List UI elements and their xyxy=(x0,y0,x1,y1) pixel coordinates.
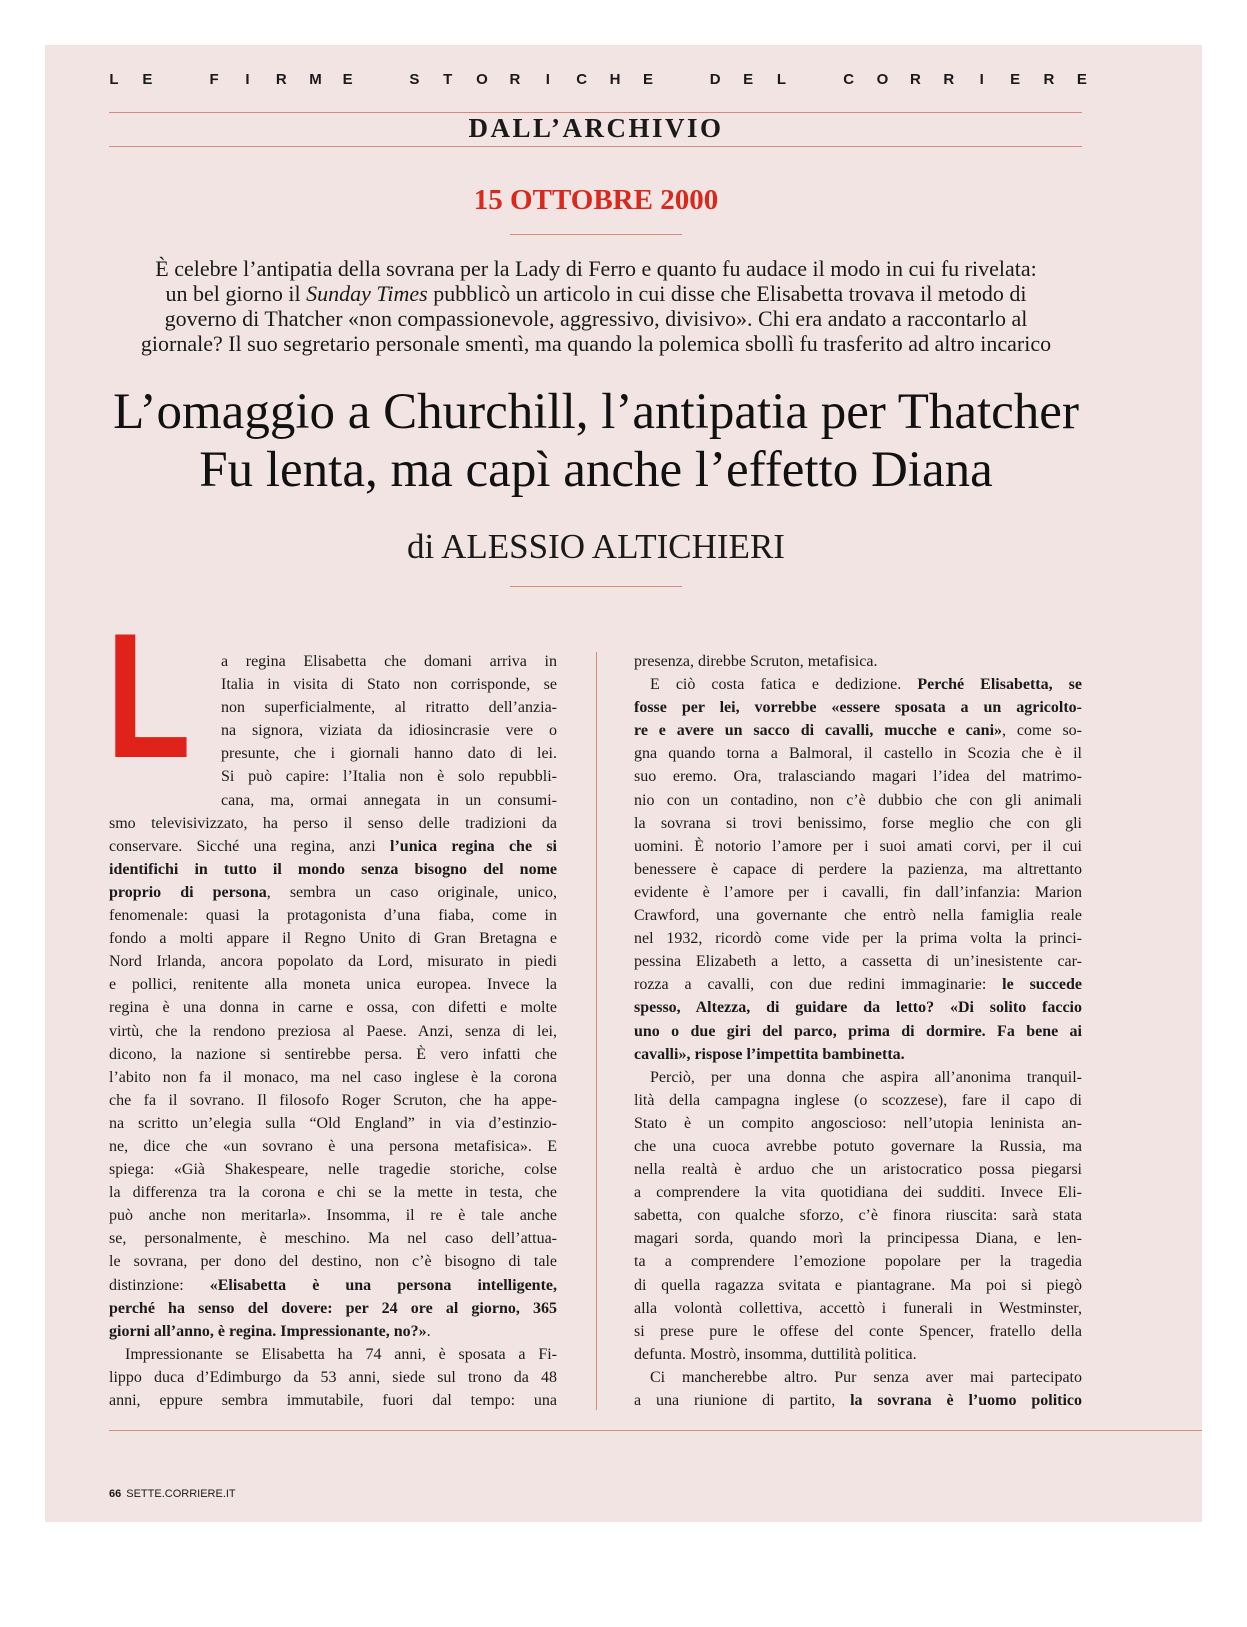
text-line xyxy=(109,1158,557,1181)
newspaper-name: Sunday Times xyxy=(306,281,428,306)
text-line xyxy=(634,881,1082,904)
text-line xyxy=(109,742,557,765)
body-text: le sovrana, per dono del destino, non c’è bisogno di tale xyxy=(109,1253,557,1271)
text-line xyxy=(634,1135,1082,1158)
text-line xyxy=(634,1297,1082,1320)
text-line xyxy=(109,765,557,788)
text-line xyxy=(634,1250,1082,1273)
body-text: può anche non meritarla». Insomma, il re è tale anche xyxy=(109,1207,557,1225)
body-text: na scritto un’elegia sulla “Old England” in via d’estinzio- xyxy=(109,1114,557,1132)
column-divider xyxy=(596,652,597,1410)
kicker-letter: E xyxy=(643,71,654,88)
body-text: lippo duca d’Edimburgo da 53 anni, siede sul trono da 48 xyxy=(109,1368,557,1386)
body-text: Impressionante se Elisabetta ha 74 anni, è sposata a Fi- xyxy=(125,1345,557,1363)
body-text: ne, dice che «un sovrano è una persona metafisica». E xyxy=(109,1137,557,1155)
text-line xyxy=(634,1112,1082,1135)
body-text: E ciò costa fatica e dedizione. xyxy=(650,676,918,694)
body-text: cana, ma, ormai annegata in un consumi- xyxy=(221,791,557,809)
text-line xyxy=(634,1320,1082,1343)
body-text: na signora, viziata da idiosincrasie vere o xyxy=(221,722,557,740)
body-text: a comprendere la vita quotidiana dei sudditi. Invece Eli- xyxy=(634,1184,1082,1202)
body-text: Nord Irlanda, ancora popolato da Lord, misurato in piedi xyxy=(109,953,557,971)
text-line xyxy=(109,673,557,696)
text-line xyxy=(109,858,557,881)
header-rule-bottom xyxy=(109,146,1082,147)
text-line xyxy=(109,950,557,973)
body-text: Crawford, una governante che entrò nella famiglia reale xyxy=(634,907,1082,925)
body-text: non superficialmente, al ritratto dell’anzia- xyxy=(221,699,557,717)
body-text: se, personalmente, è meschino. Ma nel caso dell’attua- xyxy=(109,1230,557,1248)
body-text: , sembra un caso originale, unico, xyxy=(266,883,557,901)
bold-text: le succede xyxy=(1002,976,1082,994)
body-text: a regina Elisabetta che domani arriva in xyxy=(221,653,557,670)
text-line xyxy=(109,1112,557,1135)
text-line xyxy=(109,1297,557,1320)
text-line xyxy=(634,1227,1082,1250)
body-text: . xyxy=(426,1322,431,1340)
body-text: alla volontà collettiva, accettò i funerali in Westminster, xyxy=(634,1299,1082,1317)
body-text: Stato è un compito angoscioso: nell’utopia leninista an- xyxy=(634,1114,1082,1132)
bold-text: perché ha senso del dovere: per 24 ore al giorno, 365 xyxy=(109,1299,557,1317)
body-text: si prese pure le offese del conte Spencer, fratello della xyxy=(634,1322,1082,1340)
text-line xyxy=(109,719,557,742)
body-text: e pollici, renitente alla moneta unica europea. Invece la xyxy=(109,976,557,994)
byline-rule xyxy=(510,586,682,587)
page-footer xyxy=(109,1488,236,1500)
body-text: Italia in visita di Stato non corrisponde, se xyxy=(221,676,557,694)
kicker-letter: R xyxy=(509,71,521,88)
kicker-letter xyxy=(676,71,686,88)
body-text: conservare. Sicché una regina, anzi xyxy=(109,837,391,855)
body-column-left xyxy=(109,650,557,1412)
text-line xyxy=(634,996,1082,1019)
body-text: uomini. È notorio l’amore per i suoi amati corvi, per il cui xyxy=(634,837,1082,855)
body-text: rozza a cavalli, con due redini immaginarie: xyxy=(634,976,1003,994)
body-text: nella realtà è arduo che un aristocratico possa piegarsi xyxy=(634,1161,1082,1179)
body-text: lità della campagna inglese (o scozzese), fare il capo di xyxy=(634,1091,1082,1109)
kicker-letter: O xyxy=(876,71,889,88)
kicker-letter xyxy=(176,71,186,88)
kicker-letter: E xyxy=(1076,71,1087,88)
bold-text: proprio di persona xyxy=(109,883,267,901)
text-line xyxy=(109,1181,557,1204)
body-text: che fa il sovrano. Il filosofo Roger Scruton, che ha appe- xyxy=(109,1091,557,1109)
body-text: smo televisivizzato, ha perso il senso delle tradizioni da xyxy=(109,814,557,832)
kicker-letter: R xyxy=(275,71,287,88)
text-line xyxy=(109,1066,557,1089)
summary-line: governo di Thatcher «non compassionevole, aggressivo, divisivo». Chi era andato a raccontarlo al xyxy=(164,306,1028,331)
body-text: nel 1932, ricordò come vide per la prima volta la princi- xyxy=(634,930,1082,948)
summary-text: un bel giorno il xyxy=(165,281,307,306)
archive-date: 15 OTTOBRE 2000 xyxy=(473,184,719,216)
text-line xyxy=(634,1204,1082,1227)
kicker-letter: L xyxy=(109,71,119,88)
body-text: sabetta, con qualche sforzo, c’è finora riuscita: sarà stata xyxy=(634,1207,1082,1225)
kicker-letter: F xyxy=(209,71,219,88)
body-text: defunta. Mostrò, insomma, duttilità politica. xyxy=(634,1345,917,1363)
text-line xyxy=(634,696,1082,719)
text-line xyxy=(109,973,557,996)
text-line xyxy=(109,812,557,835)
summary-line xyxy=(80,281,1112,306)
text-line xyxy=(634,789,1082,812)
body-text: l’abito non fa il monaco, ma nel caso inglese è la corona xyxy=(109,1068,557,1086)
text-line xyxy=(109,789,557,812)
body-text: presunte, che i giornali hanno dato di lei. xyxy=(221,745,557,763)
text-line xyxy=(634,927,1082,950)
body-text: anni, eppure sembra immutabile, fuori dal tempo: una xyxy=(109,1392,557,1409)
text-line xyxy=(634,673,1082,696)
series-kicker xyxy=(109,71,1087,88)
kicker-letter: I xyxy=(545,71,550,88)
kicker-letter: D xyxy=(709,71,721,88)
bold-text: cavalli», rispose l’impettita bambinetta. xyxy=(634,1045,905,1063)
bold-text: spesso, Altezza, di guidare da letto? «Di solito faccio xyxy=(634,999,1082,1017)
body-text: fenomenale: quasi la protagonista d’una fiaba, come in xyxy=(109,907,557,925)
kicker-letter: I xyxy=(245,71,250,88)
text-line xyxy=(634,742,1082,765)
text-line xyxy=(109,1135,557,1158)
text-line xyxy=(634,812,1082,835)
kicker-letter: E xyxy=(1010,71,1021,88)
summary-line: È celebre l’antipatia della sovrana per la Lady di Ferro e quanto fu audace il modo in cui fu rivelata: xyxy=(155,256,1037,281)
body-text: Si può capire: l’Italia non è solo repubbli- xyxy=(221,768,557,786)
kicker-letter: C xyxy=(843,71,855,88)
article-headline xyxy=(40,383,1152,499)
bold-text: re e avere un sacco di cavalli, mucche e cani» xyxy=(634,722,1003,740)
section-title: DALL’ARCHIVIO xyxy=(468,113,724,143)
body-text: la differenza tra la corona e chi se la mette in testa, che xyxy=(109,1184,557,1202)
kicker-letter xyxy=(810,71,820,88)
text-line xyxy=(634,1020,1082,1043)
body-text: distinzione: xyxy=(109,1276,210,1294)
kicker-letter: S xyxy=(409,71,420,88)
text-line xyxy=(109,1089,557,1112)
text-line xyxy=(109,1366,557,1389)
bold-text: la sovrana è l’uomo politico xyxy=(850,1392,1082,1409)
text-line xyxy=(634,1043,1082,1066)
text-line xyxy=(634,650,1082,673)
text-line xyxy=(634,904,1082,927)
kicker-letter: E xyxy=(342,71,353,88)
body-text: pessina Elizabeth a letto, a cassetta di un’inesistente car- xyxy=(634,953,1082,971)
kicker-letter: C xyxy=(576,71,588,88)
body-text: a una riunione di partito, xyxy=(634,1392,851,1409)
kicker-letter: R xyxy=(1043,71,1055,88)
body-text: nio con un contadino, non c’è dubbio che con gli animali xyxy=(634,791,1082,809)
site-name: SETTE.CORRIERE.IT xyxy=(126,1488,236,1500)
body-text: benessere è capace di perdere la pazienza, ma altrettanto xyxy=(634,860,1082,878)
body-text: la sovrana si trovi benissimo, forse meglio che con gli xyxy=(634,814,1082,832)
headline-line: Fu lenta, ma capì anche l’effetto Diana xyxy=(199,442,993,498)
text-line xyxy=(109,1227,557,1250)
kicker-letter: R xyxy=(943,71,955,88)
text-line xyxy=(634,1274,1082,1297)
text-line xyxy=(634,950,1082,973)
text-line xyxy=(109,881,557,904)
kicker-letter: H xyxy=(609,71,621,88)
text-line xyxy=(109,1343,557,1366)
text-line xyxy=(634,1089,1082,1112)
kicker-letter: E xyxy=(142,71,153,88)
page-number: 66 xyxy=(109,1488,122,1500)
text-line xyxy=(109,1274,557,1297)
body-text: Perciò, per una donna che aspira all’anonima tranquil- xyxy=(650,1068,1082,1086)
kicker-letter: R xyxy=(910,71,921,88)
text-line xyxy=(109,1204,557,1227)
bold-text: fosse per lei, vorrebbe «essere sposata a un agricolto- xyxy=(634,699,1082,717)
article-summary xyxy=(80,256,1112,356)
text-line xyxy=(634,1389,1082,1412)
body-text: dicono, la nazione si sentirebbe persa. È vero infatti che xyxy=(109,1045,557,1063)
bold-text: «Elisabetta è una persona intelligente, xyxy=(209,1276,557,1294)
body-text: che una cuoca avrebbe potuto governare la Russia, ma xyxy=(634,1137,1082,1155)
text-line xyxy=(634,719,1082,742)
bold-text: giorni all’anno, è regina. Impressionante, no?» xyxy=(109,1322,427,1340)
bold-text: l’unica regina che si xyxy=(390,837,557,855)
kicker-letter: E xyxy=(743,71,754,88)
body-text: regina è una donna in carne e ossa, con difetti e molte xyxy=(109,999,557,1017)
drop-cap: L xyxy=(106,596,191,795)
kicker-letter: I xyxy=(979,71,984,88)
text-line xyxy=(109,1389,557,1412)
body-text: , come so- xyxy=(1002,722,1082,740)
date-rule xyxy=(510,234,682,235)
bold-text: uno o due giri del parco, prima di dormire. Fa bene ai xyxy=(634,1022,1082,1040)
text-line xyxy=(109,996,557,1019)
text-line xyxy=(109,696,557,719)
text-line xyxy=(109,835,557,858)
body-text: magari sorda, quando morì la principessa Diana, e len- xyxy=(634,1230,1082,1248)
text-line xyxy=(634,1181,1082,1204)
text-line xyxy=(634,973,1082,996)
kicker-letter: O xyxy=(476,71,488,88)
text-line xyxy=(109,904,557,927)
text-line xyxy=(109,1020,557,1043)
text-line xyxy=(634,1066,1082,1089)
footer-rule xyxy=(109,1430,1202,1431)
body-text: di quella ragazza svitata e piantagrane. Ma poi si piegò xyxy=(634,1276,1082,1294)
body-text: spiega: «Già Shakespeare, nelle tragedie storiche, colse xyxy=(109,1161,557,1179)
text-line xyxy=(109,1320,557,1343)
body-text: virtù, che la rendono preziosa al Paese. Anzi, senza di lei, xyxy=(109,1022,557,1040)
text-line xyxy=(634,1366,1082,1389)
text-line xyxy=(109,927,557,950)
summary-text: pubblicò un articolo in cui disse che Elisabetta trovava il metodo di xyxy=(427,281,1027,306)
text-line xyxy=(634,765,1082,788)
headline-line: L’omaggio a Churchill, l’antipatia per Thatcher xyxy=(113,384,1079,440)
text-line xyxy=(109,650,557,673)
text-line xyxy=(109,1043,557,1066)
bold-text: Perché Elisabetta, se xyxy=(917,676,1082,694)
body-text: evidente è l’amore per i cavalli, fin dall’infanzia: Marion xyxy=(634,883,1082,901)
body-text: gna quando torna a Balmoral, il castello in Scozia che è il xyxy=(634,745,1082,763)
bold-text: identifichi in tutto il mondo senza bisogno del nome xyxy=(109,860,557,878)
kicker-letter xyxy=(376,71,386,88)
kicker-letter: L xyxy=(776,71,787,88)
text-line xyxy=(109,1250,557,1273)
summary-line: giornale? Il suo segretario personale smentì, ma quando la polemica sbollì fu trasferito ad altro incarico xyxy=(140,331,1052,356)
body-text: ta a comprendere l’emozione popolare per la tragedia xyxy=(634,1253,1082,1271)
body-text: presenza, direbbe Scruton, metafisica. xyxy=(634,653,878,670)
text-line xyxy=(634,1343,1082,1366)
byline: di ALESSIO ALTICHIERI xyxy=(407,527,785,566)
text-line xyxy=(634,858,1082,881)
text-line xyxy=(634,1158,1082,1181)
body-text: suo eremo. Ora, tralasciando magari l’idea del matrimo- xyxy=(634,768,1082,786)
kicker-letter: T xyxy=(443,71,453,88)
body-column-right xyxy=(634,650,1082,1412)
body-text: fondo a molti appare il Regno Unito di Gran Bretagna e xyxy=(109,930,557,948)
body-text: Ci mancherebbe altro. Pur senza aver mai partecipato xyxy=(650,1368,1082,1386)
text-line xyxy=(634,835,1082,858)
kicker-letter: M xyxy=(309,71,322,88)
